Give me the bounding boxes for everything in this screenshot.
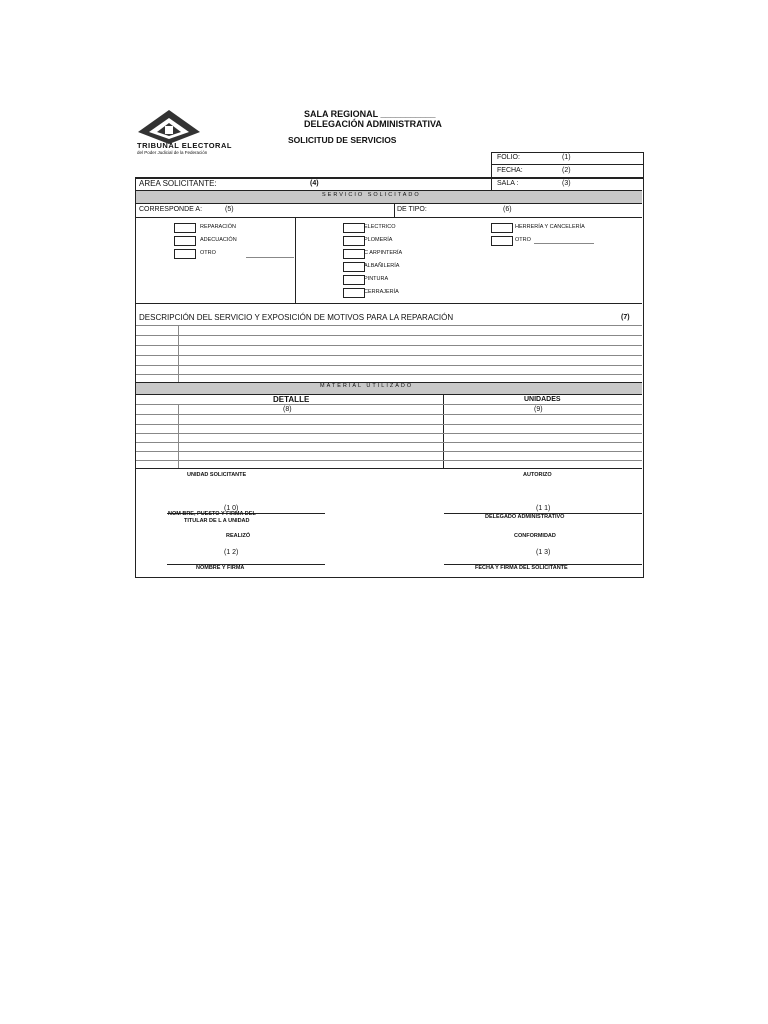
- de-tipo-label: DE TIPO:: [397, 206, 427, 213]
- unidades-header: UNIDADES: [524, 396, 561, 403]
- option-carpinteria: C ARPINTERÍA: [364, 250, 403, 256]
- fecha-num: (2): [562, 167, 571, 174]
- sala-num: (3): [562, 180, 571, 187]
- checkbox-electrico[interactable]: [343, 223, 365, 233]
- checkbox-otro-1[interactable]: [174, 249, 196, 259]
- area-solicitante-label: AREA SOLICITANTE:: [139, 179, 217, 188]
- org-subtitle: del Poder Judicial de la Federación: [137, 150, 208, 155]
- checkbox-albanileria[interactable]: [343, 262, 365, 272]
- checkbox-cerrajeria[interactable]: [343, 288, 365, 298]
- num-11: (1 1): [536, 505, 551, 512]
- descripcion-num: (7): [621, 314, 630, 321]
- option-pintura: PINTURA: [364, 276, 389, 282]
- title-solicitud: SOLICITUD DE SERVICIOS: [288, 135, 397, 145]
- folio-num: (1): [562, 154, 571, 161]
- option-otro-1: OTRO: [200, 250, 216, 256]
- realizo-label: REALIZÓ: [226, 533, 251, 539]
- delegado-administrativo: DELEGADO ADMINISTRATIVO: [485, 514, 565, 520]
- option-adecuacion: ADECUACIÓN: [200, 237, 237, 243]
- num-12: (1 2): [224, 549, 239, 556]
- num-13: (1 3): [536, 549, 551, 556]
- descripcion-label: DESCRIPCIÓN DEL SERVICIO Y EXPOSICIÓN DE MOTIVOS PARA LA REPARACIÓN: [139, 313, 454, 322]
- option-albanileria: ALBAÑILERÍA: [364, 263, 400, 269]
- checkbox-plomeria[interactable]: [343, 236, 365, 246]
- nombre-puesto-line2: TITULAR DE L A UNIDAD: [184, 518, 250, 524]
- checkbox-reparacion[interactable]: [174, 223, 196, 233]
- checkbox-otro-2[interactable]: [491, 236, 513, 246]
- option-reparacion: REPARACIÓN: [200, 224, 236, 230]
- detalle-header: DETALLE: [273, 395, 310, 404]
- autorizo-label: AUTORIZO: [523, 472, 552, 478]
- checkbox-carpinteria[interactable]: [343, 249, 365, 259]
- option-herreria: HERRERÍA Y CANCELERÍA: [515, 224, 585, 230]
- conformidad-label: CONFORMIDAD: [514, 533, 556, 539]
- area-num: (4): [310, 180, 319, 187]
- fecha-label: FECHA:: [497, 167, 523, 174]
- nombre-firma-label: NOMBRE Y FIRMA: [196, 565, 245, 571]
- nombre-puesto-line1: NOM BRE, PUESTO Y FIRMA DEL: [168, 511, 256, 517]
- unidades-num: (9): [534, 406, 543, 413]
- corresponde-label: CORRESPONDE A:: [139, 206, 203, 213]
- signature-line-realizo: [167, 564, 325, 565]
- unidad-solicitante-label: UNIDAD SOLICITANTE: [187, 472, 247, 478]
- option-plomeria: PLOMERÍA: [364, 237, 393, 243]
- option-cerrajeria: CERRAJERÍA: [364, 289, 399, 295]
- option-otro-2: OTRO: [515, 237, 531, 243]
- checkbox-herreria[interactable]: [491, 223, 513, 233]
- option-electrico: ELECTRICO: [364, 224, 396, 230]
- servicio-solicitado-title: SERVICIO SOLICITADO: [322, 192, 421, 198]
- org-name: TRIBUNAL ELECTORAL: [137, 141, 232, 150]
- num-10: (1 0): [224, 505, 239, 512]
- title-delegacion: DELEGACIÓN ADMINISTRATIVA: [304, 119, 442, 129]
- folio-label: FOLIO:: [497, 154, 520, 161]
- title-sala-regional: SALA REGIONAL ___________: [304, 109, 436, 119]
- de-tipo-num: (6): [503, 206, 512, 213]
- corresponde-num: (5): [225, 206, 234, 213]
- sala-label: SALA :: [497, 180, 519, 187]
- detalle-num: (8): [283, 406, 292, 413]
- checkbox-pintura[interactable]: [343, 275, 365, 285]
- checkbox-adecuacion[interactable]: [174, 236, 196, 246]
- material-utilizado-title: MATERIAL UTILIZADO: [320, 383, 414, 389]
- fecha-firma-label: FECHA Y FIRMA DEL SOLICITANTE: [475, 565, 568, 571]
